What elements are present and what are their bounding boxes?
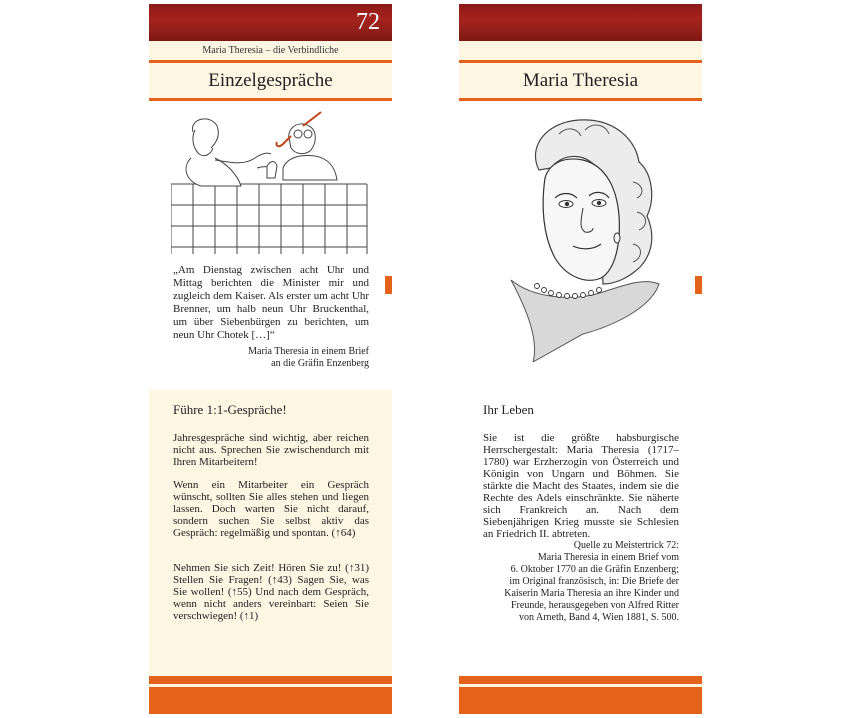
tip-paragraph: Nehmen Sie sich Zeit! Hören Sie zu! (↑31) Stellen Sie Fragen! (↑43) Sagen Sie, was Sie wollen! (↑55) Und nach dem Gespräch, wenn nicht anders vereinbart: Seien Sie verschwiegen! (↑1): [173, 562, 369, 622]
bottom-band: [459, 687, 702, 714]
quote-source: [173, 346, 369, 370]
card-title: Einzelgespräche: [208, 70, 333, 91]
portrait-illustration: [503, 112, 663, 362]
tip-panel: [149, 390, 392, 676]
bottom-rule: [459, 676, 702, 684]
quote-text: „Am Dienstag zwischen acht Uhr und Mittag berichten die Minister mir und zugleich dem Kaiser. Als erster um acht Uhr Brenner, um halb neun Uhr Bruckenthal, um über Siebenbürgen zu berichten, um neun Uhr Chotek […]“: [173, 264, 369, 341]
source-line: Freunde, herausgegeben von Alfred Ritter: [510, 600, 679, 611]
card-subtitle: Maria Theresia – die Verbindliche: [202, 45, 339, 56]
swimming-pool-illustration: [171, 108, 371, 254]
source-line: 6. Oktober 1770 an die Gräfin Enzenberg;: [510, 564, 679, 575]
top-band: [459, 4, 702, 41]
card-title: Maria Theresia: [522, 70, 639, 91]
bio-heading: Ihr Leben: [483, 402, 534, 417]
card-number: 72: [356, 9, 380, 35]
source-note: [483, 540, 679, 624]
bio-panel: [459, 390, 702, 676]
source-line: von Arneth, Band 4, Wien 1881, S. 500.: [519, 612, 679, 623]
bottom-rule: [149, 676, 392, 684]
bio-paragraph: Sie ist die größte habsburgische Herrschergestalt: Maria Theresia (1717–1780) war Erzherzogin von Österreich und Königin von Ungarn und Böhmen. Sie stärkte die Macht des Staates, indem sie die Rechte des Adels einschränkte. Sie näherte sich Frankreich an. Nach dem Siebenjährigen Krieg musste sie Schlesien an Friedrich II. abtreten.: [483, 432, 679, 540]
top-band: [149, 4, 392, 41]
source-line: Kaiserin Maria Theresia an ihre Kinder und: [504, 588, 679, 599]
quote-source-line: Maria Theresia in einem Brief: [248, 346, 369, 357]
tab-marker: [695, 276, 702, 294]
subtitle-strip: [149, 41, 392, 60]
tip-paragraph: Jahresgespräche sind wichtig, aber reichen nicht aus. Sprechen Sie zwischendurch mit Ihren Mitarbeitern!: [173, 432, 369, 468]
tip-paragraph: Wenn ein Mitarbeiter ein Gespräch wünscht, sollten Sie alles stehen und liegen lassen. Doch warten Sie nicht darauf, sondern suchen Sie selbst aktiv das Gespräch: regelmäßig und spontan. (↑64): [173, 479, 369, 539]
bottom-band: [149, 687, 392, 714]
source-line: im Original französisch, in: Die Briefe der: [509, 576, 679, 587]
tip-heading: Führe 1:1-Gespräche!: [173, 402, 287, 417]
source-line: Quelle zu Meistertrick 72:: [573, 540, 679, 551]
card-left: [149, 4, 392, 714]
title-strip: [459, 63, 702, 98]
tab-marker: [385, 276, 392, 294]
quote-source-line: an die Gräfin Enzenberg: [271, 358, 369, 369]
divider-rule: [459, 98, 702, 101]
card-right: [459, 4, 702, 714]
subtitle-strip: [459, 41, 702, 60]
title-strip: [149, 63, 392, 98]
divider-rule: [149, 98, 392, 101]
source-line: Maria Theresia in einem Brief vom: [537, 552, 679, 563]
